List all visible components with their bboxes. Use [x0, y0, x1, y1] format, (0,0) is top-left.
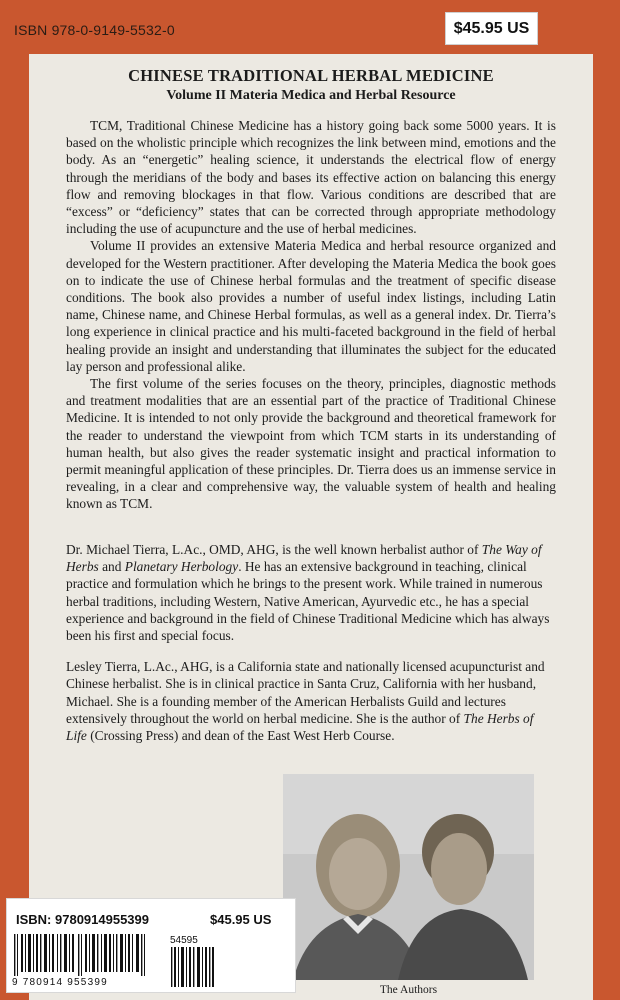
description [66, 117, 556, 513]
bio-michael-text-3: . He has an extensive background in teaching, clinical practice and formulation which he brings to the present work. While trained in numerous herbal traditions, including Western, Native American, Ayurvedic etc., he has a special experience and background in the field of Chinese Traditional Medicine which has always been his first and special focus. [66, 559, 550, 644]
paragraph-2: Volume II provides an extensive Materia Medica and herbal resource organized and developed for the Western practitioner. After developing the Materia Medica the book goes on to indicate the use of Chinese herbal formulas and the treatment of specific disease conditions. The book also provides a number of useful index listings, including Latin name, Chinese name, and Chinese Herbal formulas, as well as a general index. Dr. Tierra’s long experience in clinical practice and his multi-faceted background in the field of herbal healing provide an insight and understanding that illuminates the subject for the educated lay person and professional alike. [66, 238, 556, 374]
price-label-top: $45.95 US [445, 12, 538, 45]
book-the-herbs-of-life: The Herbs of Life [66, 710, 534, 744]
supplement-barcode [170, 947, 215, 987]
book-planetary-herbology: Planetary Herbology [124, 559, 239, 575]
author-bios [66, 541, 556, 758]
paragraph-1: TCM, Traditional Chinese Medicine has a history going back some 5000 years. It is based on the wholistic principle which recognizes the link between mind, emotions and the body. As an “energetic” healing science, it understands the electrical flow of energy through the meridians of the body and bases its effective action on balancing this energy flow and removing blockages in that flow. Various conditions are described that are “excess” or “deficiency” states that can be corrected through appropriate methodology including the use of acupuncture and the use of herbal medicines. [66, 118, 556, 237]
bio-michael-text-1: Dr. Michael Tierra, L.Ac., OMD, AHG, is the well known herbalist author of [66, 542, 482, 557]
bio-lesley [66, 658, 556, 744]
supplement-code: 54595 [170, 935, 198, 946]
book-title: CHINESE TRADITIONAL HERBAL MEDICINE [128, 66, 494, 85]
book-the-way-of-herbs: The Way of Herbs [66, 542, 542, 575]
authors-photo-illustration [283, 774, 534, 980]
sticker-price: $45.95 US [210, 912, 272, 927]
barcode [12, 934, 162, 976]
isbn-top: ISBN 978-0-9149-5532-0 [14, 22, 175, 38]
bio-lesley-text-2: (Crossing Press) and dean of the East West Herb Course. [86, 728, 395, 744]
bio-michael [66, 541, 556, 644]
paragraph-3: The first volume of the series focuses on the theory, principles, diagnostic methods and treatment modalities that are an essential part of the practice of Traditional Chinese Medicine. It is intended to not only provide the background and theoretical framework for the reader to understand the viewpoint from which TCM starts in its understanding of human health, but also gives the reader systematic insight and practical information to permit meaningful application of these principles. Dr. Tierra does us an immense service in revealing, in a clear and comprehensive way, the valuable system of health and healing known as TCM. [66, 376, 556, 512]
sticker-isbn: ISBN: 9780914955399 [16, 912, 149, 927]
bio-lesley-text-1: Lesley Tierra, L.Ac., AHG, is a California state and nationally licensed acupuncturist and Chinese herbalist. She is in clinical practice in Santa Cruz, California with her husband, Michael. She is a founding member of the American Herbalists Guild and lectures extensively throughout the world on herbal medicine. She is the author of [66, 659, 545, 726]
barcode-digits: 9 780914 955399 [12, 977, 108, 988]
book-subtitle: Volume II Materia Medica and Herbal Resource [166, 88, 456, 103]
bio-michael-text-2: and [98, 559, 125, 575]
photo-caption: The Authors [379, 984, 438, 996]
authors-photo [283, 774, 534, 980]
